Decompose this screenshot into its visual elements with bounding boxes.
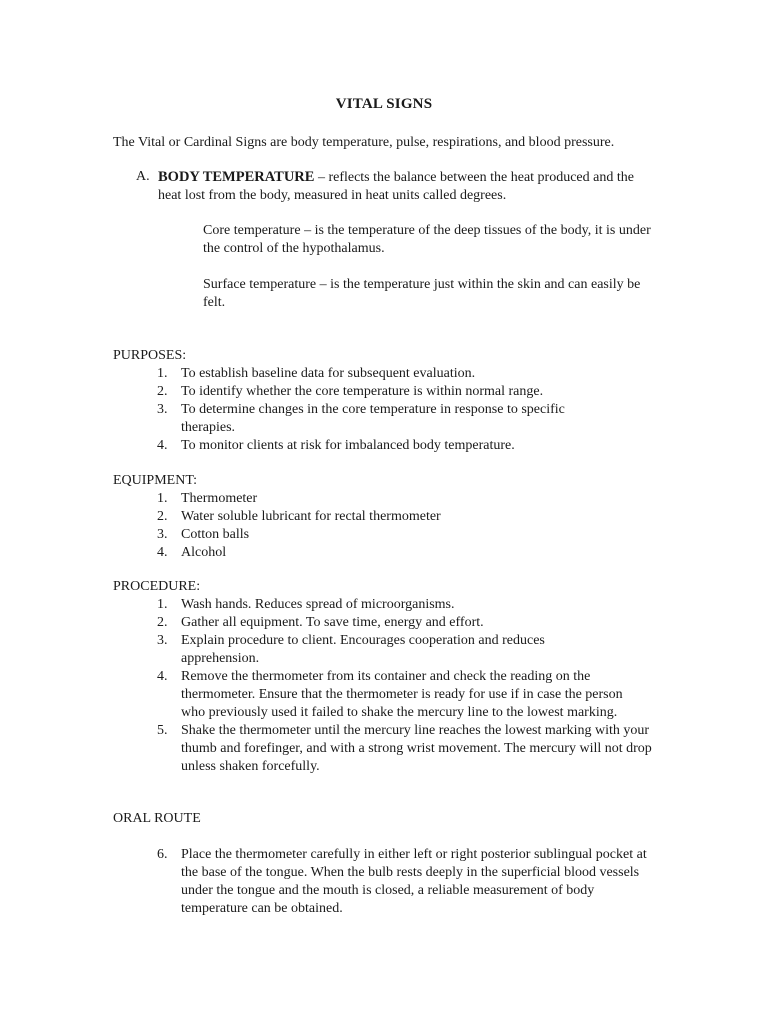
list-item bbox=[0, 383, 659, 401]
list-number: 3. bbox=[157, 402, 168, 417]
list-item bbox=[0, 526, 659, 544]
list-text: To determine changes in the core temperature in response to specific therapies. bbox=[181, 402, 565, 435]
list-number: 2. bbox=[157, 384, 168, 399]
page-title: VITAL SIGNS bbox=[335, 96, 433, 112]
list-item bbox=[0, 490, 659, 508]
list-number: 1. bbox=[157, 597, 168, 612]
equipment-list bbox=[0, 490, 659, 562]
body-temperature-text: – reflects the balance between the heat produced and the heat lost from the body, measured in heat units called degrees. bbox=[158, 170, 634, 203]
core-temperature-definition: Core temperature – is the temperature of the deep tissues of the body, it is under the control of the hypothalamus. bbox=[203, 223, 651, 256]
body-temperature-heading: BODY TEMPERATURE bbox=[158, 169, 315, 185]
list-text: Place the thermometer carefully in either left or right posterior sublingual pocket at the base of the tongue. When the bulb rests deeply in the superficial blood vessels under the tongue and the mouth is closed, a reliable measurement of body temperature can be obtained. bbox=[181, 847, 647, 916]
list-number: 5. bbox=[157, 723, 168, 738]
procedure-list bbox=[0, 596, 659, 776]
list-item bbox=[0, 722, 659, 776]
purposes-heading: PURPOSES: bbox=[113, 348, 187, 363]
list-item bbox=[0, 508, 659, 526]
list-item bbox=[0, 437, 659, 455]
list-item bbox=[0, 632, 659, 668]
list-number: 1. bbox=[157, 491, 168, 506]
list-text: Alcohol bbox=[181, 545, 227, 560]
list-text: Water soluble lubricant for rectal thermometer bbox=[181, 509, 441, 524]
list-text: To establish baseline data for subsequent evaluation. bbox=[181, 366, 476, 381]
list-text: Explain procedure to client. Encourages cooperation and reduces apprehension. bbox=[181, 633, 545, 666]
list-number: 1. bbox=[157, 366, 168, 381]
list-item bbox=[0, 544, 659, 562]
list-item bbox=[0, 668, 659, 722]
list-number: 4. bbox=[157, 438, 168, 453]
list-text: To identify whether the core temperature is within normal range. bbox=[181, 384, 544, 399]
list-text: Remove the thermometer from its container and check the reading on the thermometer. Ensure that the thermometer is ready for use if in case the person who previously used it failed to shake the mercury line to the lowest marking. bbox=[181, 669, 623, 720]
oral-route-heading: ORAL ROUTE bbox=[113, 811, 201, 826]
list-number: 2. bbox=[157, 615, 168, 630]
equipment-heading: EQUIPMENT: bbox=[113, 473, 198, 488]
list-text: Gather all equipment. To save time, energy and effort. bbox=[181, 615, 484, 630]
list-text: Thermometer bbox=[181, 491, 258, 506]
body-temperature-definition bbox=[158, 168, 658, 205]
procedure-heading: PROCEDURE: bbox=[113, 579, 201, 594]
list-item bbox=[0, 401, 659, 437]
list-text: Wash hands. Reduces spread of microorganisms. bbox=[181, 597, 455, 612]
list-number: 3. bbox=[157, 527, 168, 542]
surface-temperature-definition: Surface temperature – is the temperature just within the skin and can easily be felt. bbox=[203, 277, 641, 310]
list-number: 4. bbox=[157, 545, 168, 560]
list-number: 6. bbox=[157, 847, 168, 862]
section-a-letter: A. bbox=[136, 169, 150, 184]
list-number: 2. bbox=[157, 509, 168, 524]
list-text: Shake the thermometer until the mercury line reaches the lowest marking with your thumb and forefinger, and with a strong wrist movement. The mercury will not drop unless shaken forcefully. bbox=[181, 723, 652, 774]
list-number: 4. bbox=[157, 669, 168, 684]
intro-paragraph: The Vital or Cardinal Signs are body temperature, pulse, respirations, and blood pressure. bbox=[113, 135, 615, 150]
list-item bbox=[0, 365, 659, 383]
list-text: Cotton balls bbox=[181, 527, 250, 542]
list-text: To monitor clients at risk for imbalanced body temperature. bbox=[181, 438, 515, 453]
list-item bbox=[0, 596, 659, 614]
list-item bbox=[0, 614, 659, 632]
purposes-list bbox=[0, 365, 659, 455]
list-item bbox=[0, 846, 651, 918]
oral-route-list bbox=[0, 846, 651, 918]
list-number: 3. bbox=[157, 633, 168, 648]
